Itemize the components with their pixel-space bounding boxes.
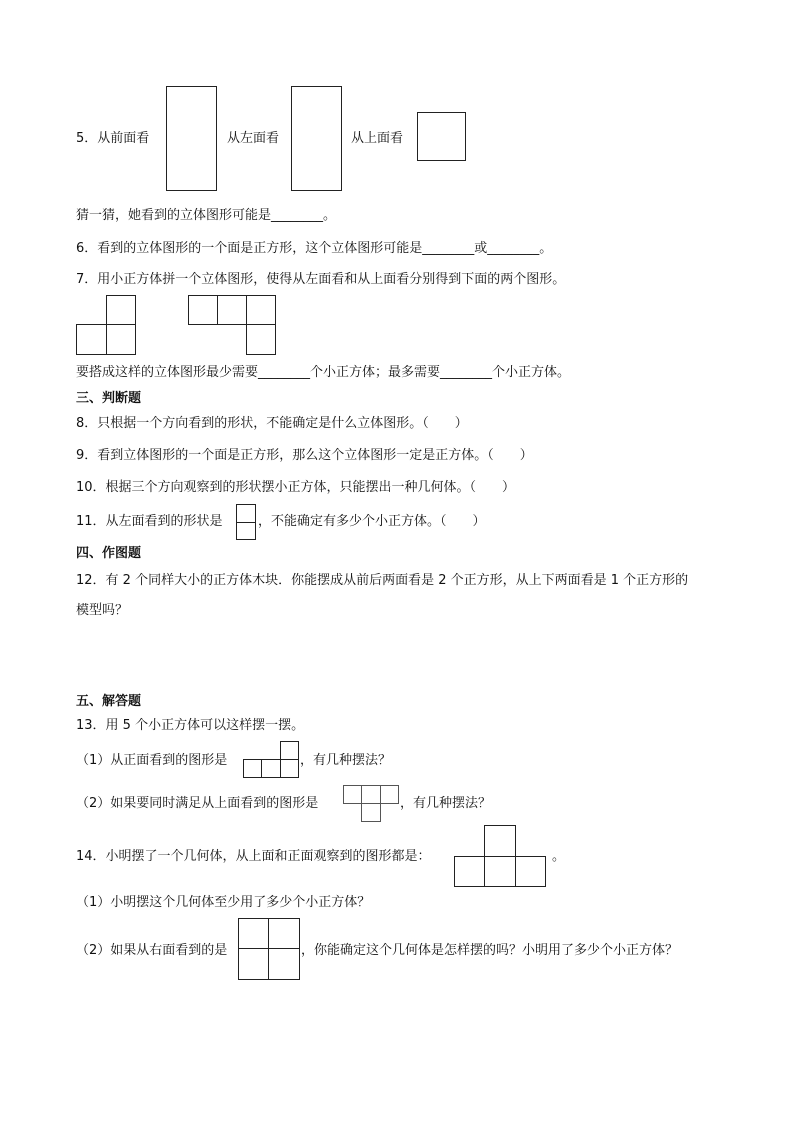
grid-cell xyxy=(280,741,299,760)
q7-left-view-figure xyxy=(76,295,136,355)
q13-part-2-text-a: （2）如果要同时满足从上面看到的图形是 xyxy=(76,796,319,811)
q14-right-view-figure xyxy=(238,918,300,980)
grid-cell xyxy=(361,785,381,804)
q6-text: 6．看到的立体图形的一个面是正方形，这个立体图形可能是________或________。 xyxy=(76,241,553,256)
section-3-title: 三、判断题 xyxy=(76,391,142,406)
q12-line-1: 12．有 2 个同样大小的正方体木块．你能摆成从前后两面看是 2 个正方形，从上下两面看是 1 个正方形的 xyxy=(76,573,689,588)
grid-cell xyxy=(515,856,546,887)
grid-cell xyxy=(361,803,381,822)
q14-top-front-view-figure xyxy=(454,825,546,887)
grid-cell xyxy=(238,918,269,949)
grid-cell xyxy=(484,825,516,857)
q9-text: 9．看到立体图形的一个面是正方形，那么这个立体图形一定是正方体。（ ） xyxy=(76,448,533,463)
q11-text-a: 11．从左面看到的形状是 xyxy=(76,514,223,529)
q13-part-2-text-b: ，有几种摆法？ xyxy=(400,796,492,811)
q7-text: 7．用小正方体拼一个立体图形，使得从左面看和从上面看分别得到下面的两个图形。 xyxy=(76,272,566,287)
grid-cell xyxy=(484,856,516,887)
q11-left-view-figure xyxy=(236,504,256,540)
section-4-title: 四、作图题 xyxy=(76,546,142,561)
q5-left-view-rectangle xyxy=(291,86,342,191)
q10-text: 10．根据三个方向观察到的形状摆小正方体，只能摆出一种几何体。（ ） xyxy=(76,480,516,495)
grid-cell xyxy=(268,918,300,949)
q5-guess-text: 猜一猜，她看到的立体图形可能是________。 xyxy=(76,208,337,223)
q14-part-2-text-b: ，你能确定这个几何体是怎样摆的吗？小明用了多少个小正方体？ xyxy=(301,943,679,958)
grid-cell xyxy=(454,856,485,887)
section-5-title: 五、解答题 xyxy=(76,694,142,709)
grid-cell xyxy=(343,785,362,804)
q7-top-view-figure xyxy=(188,295,276,355)
grid-cell xyxy=(243,759,262,778)
q7-answer-text: 要搭成这样的立体图形最少需要________个小正方体；最多需要________个小正方体。 xyxy=(76,365,571,380)
grid-cell xyxy=(380,785,399,804)
grid-cell xyxy=(106,295,136,325)
q14-text-end: 。 xyxy=(552,849,566,864)
grid-cell xyxy=(76,324,107,355)
grid-cell xyxy=(217,295,247,325)
grid-cell xyxy=(188,295,218,325)
grid-cell xyxy=(238,948,269,980)
grid-cell xyxy=(236,504,256,523)
q5-front-label: 5．从前面看 xyxy=(76,131,150,146)
q13-part-1-text-b: ，有几种摆法？ xyxy=(300,753,392,768)
q13-front-view-figure xyxy=(243,741,299,778)
q14-part-1-text: （1）小明摆这个几何体至少用了多少个小正方体？ xyxy=(76,895,371,910)
grid-cell xyxy=(246,295,276,325)
q13-top-view-figure xyxy=(343,785,399,822)
q11-text-b: ，不能确定有多少个小正方体。（ ） xyxy=(258,514,486,529)
q8-text: 8．只根据一个方向看到的形状，不能确定是什么立体图形。（ ） xyxy=(76,416,468,431)
q5-front-view-rectangle xyxy=(166,86,217,191)
q14-text: 14．小明摆了一个几何体，从上面和正面观察到的图形都是： xyxy=(76,849,431,864)
grid-cell xyxy=(246,324,276,355)
grid-cell xyxy=(106,324,136,355)
q12-line-2: 模型吗？ xyxy=(76,603,129,618)
q13-part-1-text-a: （1）从正面看到的图形是 xyxy=(76,753,228,768)
grid-cell xyxy=(236,522,256,540)
q5-top-view-square xyxy=(417,112,466,161)
q5-left-label: 从左面看 xyxy=(227,131,280,146)
grid-cell xyxy=(261,759,281,778)
grid-cell xyxy=(268,948,300,980)
q14-part-2-text-a: （2）如果从右面看到的是 xyxy=(76,943,228,958)
q13-text: 13．用 5 个小正方体可以这样摆一摆。 xyxy=(76,718,305,733)
grid-cell xyxy=(280,759,299,778)
q5-top-label: 从上面看 xyxy=(351,131,404,146)
